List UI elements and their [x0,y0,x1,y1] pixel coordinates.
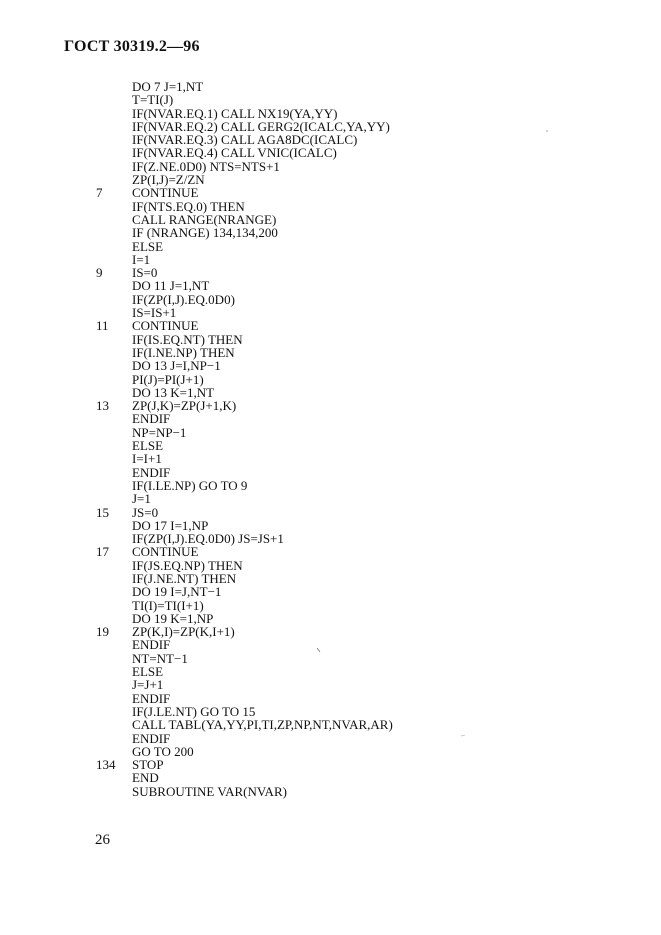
code-line-text: PI(J)=PI(J+1) [132,371,204,387]
code-line-text: IF(I.NE.NP) THEN [132,344,235,360]
code-line-label: 19 [96,624,109,640]
code-line-text: ENDIF [132,464,171,480]
code-line-text: NP=NP−1 [132,424,187,440]
code-line-text: DO 11 J=1,NT [132,278,210,294]
code-line-text: IS=0 [132,265,158,281]
code-line-text: GO TO 200 [132,743,194,759]
code-line-text: SUBROUTINE VAR(NVAR) [132,783,287,799]
code-line-text: IF(JS.EQ.NP) THEN [132,557,243,573]
code-line-text: ENDIF [132,730,171,746]
code-line-text: END [132,770,159,786]
code-line-text: NT=NT−1 [132,650,188,666]
code-line-text: TI(I)=TI(I+1) [132,597,204,613]
code-line-text: I=1 [132,251,151,267]
code-line-text: DO 17 I=1,NP [132,517,209,533]
scan-speck [546,130,548,132]
code-line-label: 11 [96,318,109,334]
code-line-text: IF(NVAR.EQ.2) CALL GERG2(ICALC,YA,YY) [132,118,390,134]
code-line-text: IF(J.LE.NT) GO TO 15 [132,703,256,719]
code-line-text: IF (NRANGE) 134,134,200 [132,225,278,241]
code-line-text: IF(NTS.EQ.0) THEN [132,198,245,214]
code-line-text: ZP(K,I)=ZP(K,I+1) [132,624,235,640]
code-line-label: 15 [96,504,109,520]
scan-speck [461,735,465,736]
code-line-text: IF(NVAR.EQ.4) CALL VNIC(ICALC) [132,145,337,161]
code-line-text: DO 7 J=1,NT [132,79,204,94]
code-line-text: ELSE [132,238,164,254]
code-line-text: STOP [132,757,164,773]
page-number: 26 [95,832,110,848]
code-line-text: T=TI(J) [132,92,174,108]
code-line-text: DO 19 K=1,NP [132,610,214,626]
code-line-text: ENDIF [132,690,171,706]
code-line-label: 134 [96,757,116,773]
code-line-text: DO 13 J=I,NP−1 [132,358,221,374]
code-line-text: ELSE [132,438,164,454]
code-line-text: CONTINUE [132,318,199,334]
code-line-text: ELSE [132,664,164,680]
code-line-text: JS=0 [132,504,159,520]
code-line-text: IF(IS.EQ.NT) THEN [132,331,243,347]
code-line-label: 13 [96,398,109,414]
code-line-text: CONTINUE [132,544,199,560]
code-line-text: I=I+1 [132,451,162,467]
page-header: ГОСТ 30319.2—96 [64,38,200,55]
code-line-text: IF(NVAR.EQ.1) CALL NX19(YA,YY) [132,105,338,121]
code-line-text: ENDIF [132,411,171,427]
code-line-text: J=J+1 [132,677,164,693]
code-line-text: ZP(I,J)=Z/ZN [132,172,205,188]
code-line-text: CALL RANGE(NRANGE) [132,211,277,227]
code-line-text: DO 19 I=J,NT−1 [132,584,222,600]
code-line-text: IF(J.NE.NT) THEN [132,570,237,586]
code-line-text: DO 13 K=1,NT [132,384,215,400]
code-line-label: 17 [96,544,109,560]
code-line-text: ENDIF [132,637,171,653]
code-line-text: ZP(J,K)=ZP(J+1,K) [132,398,237,414]
code-line-text: IS=IS+1 [132,305,177,321]
code-line-text: CONTINUE [132,185,199,201]
code-line-text: IF(ZP(I,J).EQ.0D0) JS=JS+1 [132,531,284,547]
code-line-text: J=1 [132,491,151,507]
code-line-text: CALL TABL(YA,YY,PI,TI,ZP,NP,NT,NVAR,AR) [132,717,393,733]
code-line-text: IF(Z.NE.0D0) NTS=NTS+1 [132,158,280,174]
code-line-label: 7 [96,185,103,201]
code-line-text: IF(I.LE.NP) GO TO 9 [132,477,248,493]
code-line-label: 9 [96,265,103,281]
code-line-text: IF(ZP(I,J).EQ.0D0) [132,291,235,307]
code-line-text: IF(NVAR.EQ.3) CALL AGA8DC(ICALC) [132,132,358,148]
scan-speck [317,648,320,652]
